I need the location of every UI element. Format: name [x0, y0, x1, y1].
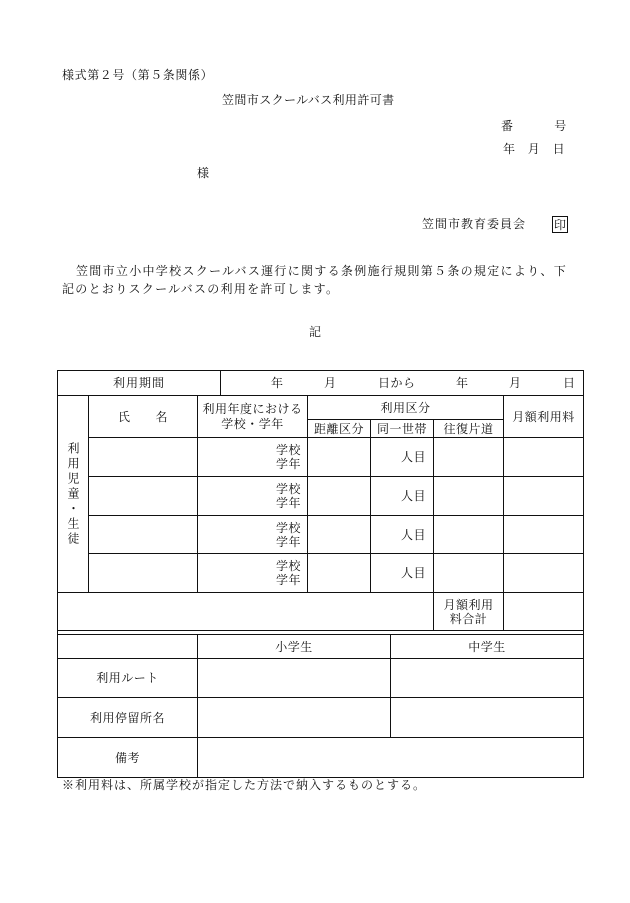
student-name-cell [88, 437, 198, 477]
column-header-row [57, 395, 584, 438]
remarks-row [57, 737, 584, 778]
student-name-cell [88, 553, 198, 593]
fee-total-label [443, 598, 493, 626]
period-end-month-unit: 月 [509, 376, 522, 390]
trip-type-cell [433, 553, 504, 593]
distance-category-cell [307, 515, 371, 554]
issuer-name: 笠間市教育委員会 [422, 217, 527, 231]
same-household-cell: 人目 [370, 553, 434, 593]
school-grade-cell [197, 515, 308, 554]
elementary-route-cell [197, 658, 391, 698]
distance-category-cell [307, 553, 371, 593]
school-year-header-text [202, 402, 302, 432]
name-column-header: 氏 名 [88, 395, 198, 438]
same-household-cell: 人目 [370, 437, 434, 477]
remarks-label: 備考 [57, 737, 198, 778]
fee-total-label-line: 料合計 [449, 611, 488, 626]
monthly-fee-column-header: 月額利用料 [503, 395, 584, 438]
form-number: 様式第２号（第５条関係） [62, 68, 214, 82]
period-row [57, 370, 584, 396]
school-year-header-line: 学校・学年 [221, 416, 284, 431]
permit-table [57, 370, 584, 778]
school-level-header-row [57, 634, 584, 659]
category-column-header: 利用区分 [307, 395, 504, 420]
school-grade-units [276, 482, 301, 510]
grade-unit: 学年 [275, 457, 301, 471]
trip-type-cell [433, 437, 504, 477]
note-heading: 記 [309, 325, 322, 339]
bus-stop-row [57, 697, 584, 738]
document-title: 笠間市スクールバス利用許可書 [222, 93, 395, 107]
period-start-month-unit: 月 [324, 376, 337, 390]
grade-unit: 学年 [275, 496, 301, 510]
elementary-column-header: 小学生 [197, 634, 391, 659]
school-year-header-line: 利用年度における [202, 401, 303, 416]
student-row [57, 553, 584, 593]
bus-stop-label: 利用停留所名 [57, 697, 198, 738]
footer-note: ※利用料は、所属学校が指定した方法で納入するものとする。 [62, 778, 427, 792]
remarks-value-cell [197, 737, 584, 778]
route-row [57, 658, 584, 698]
period-start-year-unit: 年 [271, 376, 284, 390]
student-row [57, 437, 584, 477]
distance-category-cell [307, 476, 371, 516]
distance-category-cell [307, 437, 371, 477]
school-grade-cell [197, 553, 308, 593]
fee-total-label-cell [433, 592, 504, 631]
period-end-day-unit: 日 [563, 376, 576, 390]
elementary-bus-stop-cell [197, 697, 391, 738]
same-household-cell: 人目 [370, 515, 434, 554]
body-text-line-1: 笠間市立小中学校スクールバス運行に関する条例施行規則第５条の規定により、下 [76, 264, 568, 278]
school-unit: 学校 [275, 443, 301, 457]
seal-box [552, 216, 568, 233]
seal-label: 印 [553, 217, 566, 232]
monthly-fee-cell [503, 476, 584, 516]
school-unit: 学校 [275, 482, 301, 496]
student-section-label: 利用児童・生徒 [66, 441, 80, 547]
period-label: 利用期間 [57, 370, 221, 396]
fee-total-label-line: 月額利用 [443, 597, 494, 612]
school-unit: 学校 [275, 559, 301, 573]
body-text-line-2: 記のとおりスクールバスの利用を許可します。 [62, 282, 340, 296]
junior-high-route-cell [390, 658, 584, 698]
document-number-label: 番 号 [501, 119, 568, 133]
school-grade-cell [197, 437, 308, 477]
monthly-fee-cell [503, 437, 584, 477]
trip-type-cell [433, 476, 504, 516]
school-grade-units [276, 559, 301, 587]
fee-total-blank-cell [57, 592, 434, 631]
period-value-cell [220, 370, 584, 396]
school-grade-units [276, 521, 301, 549]
issue-date-label: 年 月 日 [503, 142, 566, 156]
fee-total-value-cell [503, 592, 584, 631]
monthly-fee-cell [503, 515, 584, 554]
distance-subheader: 距離区分 [307, 419, 371, 438]
monthly-fee-cell [503, 553, 584, 593]
student-name-cell [88, 515, 198, 554]
junior-high-bus-stop-cell [390, 697, 584, 738]
period-end-year-unit: 年 [456, 376, 469, 390]
student-row [57, 515, 584, 554]
recipient-honorific: 様 [197, 166, 210, 180]
junior-high-column-header: 中学生 [390, 634, 584, 659]
trip-type-cell [433, 515, 504, 554]
school-grade-cell [197, 476, 308, 516]
school-level-corner-cell [57, 634, 198, 659]
school-year-column-header [197, 395, 308, 438]
same-household-subheader: 同一世帯 [370, 419, 434, 438]
student-row [57, 476, 584, 516]
route-label: 利用ルート [57, 658, 198, 698]
school-unit: 学校 [275, 520, 301, 535]
period-start-day-unit: 日から [378, 376, 416, 390]
student-name-cell [88, 476, 198, 516]
school-grade-units [276, 443, 301, 471]
fee-total-row [57, 592, 584, 631]
grade-unit: 学年 [275, 534, 301, 549]
same-household-cell: 人目 [370, 476, 434, 516]
trip-type-subheader: 往復片道 [433, 419, 504, 438]
grade-unit: 学年 [275, 573, 301, 587]
